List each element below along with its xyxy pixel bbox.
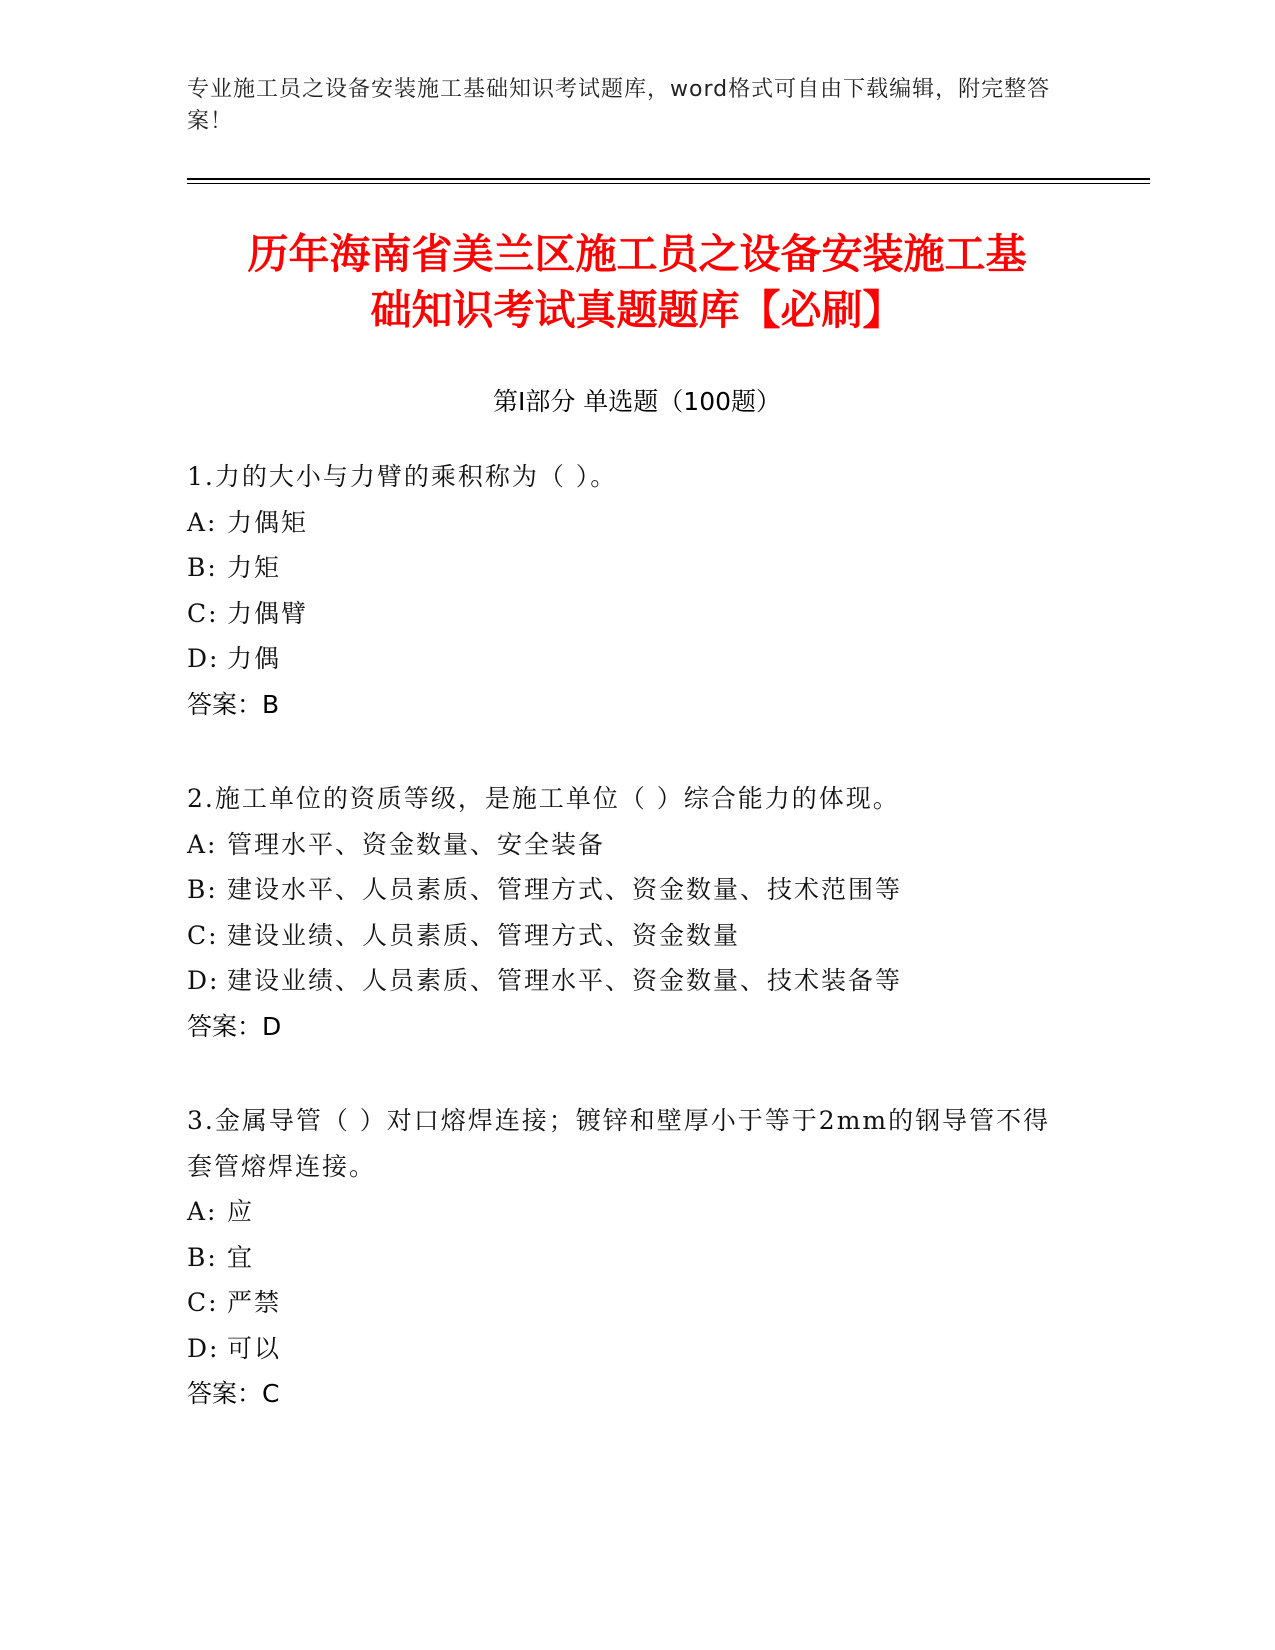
option-a [187, 822, 1087, 868]
option-text: 力偶 [227, 644, 282, 673]
option-d [187, 636, 1087, 682]
document-title-line-1: 历年海南省美兰区施工员之设备安装施工基 [247, 230, 1027, 278]
option-text: 宜 [227, 1242, 255, 1272]
answer: 答案：B [187, 689, 280, 719]
header-rule-thick [187, 178, 1150, 180]
answer: 答案：D [187, 1011, 282, 1041]
option-c [187, 913, 1087, 959]
question-1 [187, 454, 1087, 727]
question-text: 2.施工单位的资质等级，是施工单位（ ）综合能力的体现。 [187, 784, 900, 813]
option-letter: A: [187, 507, 218, 537]
option-text: 建设水平、人员素质、管理方式、资金数量、技术范围等 [227, 875, 903, 904]
option-letter: D: [187, 1333, 220, 1363]
option-text: 可以 [227, 1333, 282, 1363]
section-heading: 第Ⅰ部分 单选题（100题） [492, 387, 782, 416]
document-title-line-2: 础知识考试真题题库【必刷】 [370, 286, 904, 334]
question-text: 1.力的大小与力臂的乘积称为（ ）。 [187, 462, 618, 491]
option-a [187, 1189, 1067, 1235]
option-letter: D: [187, 966, 220, 995]
option-text: 力偶臂 [227, 598, 309, 628]
header-rule-thin [187, 183, 1150, 184]
option-letter: C: [187, 598, 219, 628]
option-letter: C: [187, 920, 219, 950]
option-letter: A: [187, 1197, 218, 1226]
option-c [187, 591, 1087, 637]
header-note: 专业施工员之设备安装施工基础知识考试题库，word格式可自由下载编辑，附完整答案！ [187, 77, 1051, 134]
answer: 答案：C [187, 1379, 280, 1408]
option-d [187, 1326, 1067, 1372]
option-b [187, 1235, 1067, 1281]
option-b [187, 867, 1087, 913]
question-2 [187, 776, 1087, 1049]
option-text: 力偶矩 [227, 507, 309, 537]
option-a [187, 500, 1087, 546]
option-b [187, 545, 1087, 591]
option-letter: D: [187, 644, 220, 673]
option-text: 建设业绩、人员素质、管理方式、资金数量 [227, 920, 741, 950]
option-letter: C: [187, 1288, 219, 1317]
option-d [187, 958, 1087, 1004]
question-text: 3.金属导管（ ）对口熔焊连接；镀锌和壁厚小于等于2mm的钢导管不得套管熔焊连接。 [187, 1106, 1051, 1181]
option-letter: B: [187, 553, 218, 582]
option-letter: B: [187, 875, 218, 904]
option-text: 力矩 [227, 553, 282, 582]
option-text: 严禁 [227, 1288, 282, 1317]
option-letter: A: [187, 829, 218, 859]
option-text: 应 [227, 1197, 255, 1226]
option-text: 管理水平、资金数量、安全装备 [227, 829, 606, 859]
document-title [187, 226, 1087, 338]
question-3 [187, 1098, 1067, 1417]
option-letter: B: [187, 1242, 218, 1272]
option-c [187, 1280, 1067, 1326]
option-text: 建设业绩、人员素质、管理水平、资金数量、技术装备等 [227, 966, 903, 995]
